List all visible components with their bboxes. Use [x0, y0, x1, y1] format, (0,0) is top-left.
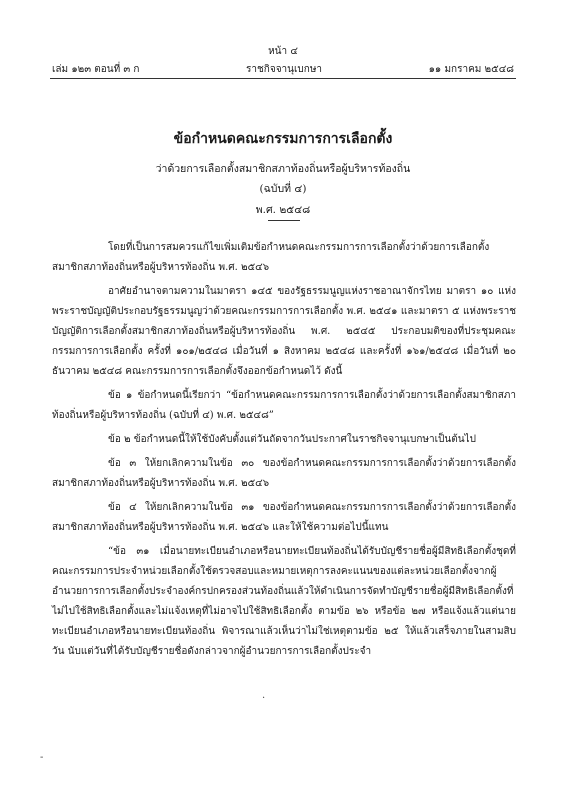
gazette-name: ราชกิจจานุเบกษา — [246, 64, 323, 75]
paragraph-preamble: โดยที่เป็นการสมควรแก้ไขเพิ่มเติมข้อกำหนดคณะกรรมการการเลือกตั้งว่าด้วยการเลือกตั้งสมาชิกสภาท้องถิ่นหรือผู้บริหารท้องถิ่น พ.ศ. ๒๕๔๖ — [52, 242, 490, 273]
scan-speck: . — [262, 690, 266, 701]
header-divider — [50, 78, 516, 79]
scan-speck: - — [40, 752, 44, 763]
volume-issue: เล่ม ๑๒๓ ตอนที่ ๓ ก — [52, 64, 140, 75]
document-body — [52, 238, 516, 666]
clause-3: ข้อ ๓ ให้ยกเลิกความในข้อ ๓๐ ของข้อกำหนดคณะกรรมการการเลือกตั้งว่าด้วยการเลือกตั้งสมาชิกสภาท้องถิ่นหรือผู้บริหารท้องถิ่น พ.ศ. ๒๕๔๖ — [52, 458, 516, 489]
clause-2: ข้อ ๒ ข้อกำหนดนี้ให้ใช้บังคับตั้งแต่วันถัดจากวันประกาศในราชกิจจานุเบกษาเป็นต้นไป — [108, 434, 476, 445]
document-subtitle: ว่าด้วยการเลือกตั้งสมาชิกสภาท้องถิ่นหรือผู้บริหารท้องถิ่น — [155, 163, 411, 175]
publication-date: ๑๑ มกราคม ๒๕๔๘ — [428, 64, 514, 75]
clause-31-text: “ข้อ ๓๑ เมื่อนายทะเบียนอำเภอหรือนายทะเบียนท้องถิ่นได้รับบัญชีรายชื่อผู้มีสิทธิเลือกตั้งชุดที่คณะกรรมการประจำหน่วยเลือกตั้งใช้ตรวจสอบและหมายเหตุการลงคะแนนของแต่ละหน่วยเลือกตั้งจากผู้อำนวยการการเลือกตั้งประจำองค์กรปกครองส่วนท้องถิ่นแล้วให้ดำเนินการจัดทำบัญชีรายชื่อผู้มีสิทธิเลือกตั้งที่ไม่ไปใช้สิทธิเลือกตั้งและไม่แจ้งเหตุที่ไม่อาจไปใช้สิทธิเลือกตั้ง ตามข้อ ๒๖ หรือข้อ ๒๗ หรือแจ้งแล้วแต่นายทะเบียนอำเภอหรือนายทะเบียนท้องถิ่น พิจารณาแล้วเห็นว่าไม่ใช่เหตุตามข้อ ๒๕ ให้แล้วเสร็จภายในสามสิบวัน นับแต่วันที่ได้รับบัญชีรายชื่อดังกล่าวจากผู้อำนวยการการเลือกตั้งประจำ — [52, 546, 516, 657]
page-number: หน้า ๔ — [268, 46, 298, 57]
document-edition: (ฉบับที่ ๔) — [259, 183, 307, 195]
document-year: พ.ศ. ๒๕๔๘ — [255, 204, 311, 216]
title-divider — [268, 220, 300, 221]
clause-1: ข้อ ๑ ข้อกำหนดนี้เรียกว่า “ข้อกำหนดคณะกรรมการการเลือกตั้งว่าด้วยการเลือกตั้งสมาชิกสภาท้องถิ่นหรือผู้บริหารท้องถิ่น (ฉบับที่ ๔) พ.ศ. ๒๕๔๘” — [52, 390, 516, 421]
paragraph-authority: อาศัยอำนาจตามความในมาตรา ๑๔๕ ของรัฐธรรมนูญแห่งราชอาณาจักรไทย มาตรา ๑๐ แห่งพระราชบัญญัติประกอบรัฐธรรมนูญว่าด้วยคณะกรรมการการเลือกตั้ง พ.ศ. ๒๕๔๑ และมาตรา ๕ แห่งพระราชบัญญัติการเลือกตั้งสมาชิกสภาท้องถิ่นหรือผู้บริหารท้องถิ่น พ.ศ. ๒๕๔๕ ประกอบมติของที่ประชุมคณะกรรมการการเลือกตั้ง ครั้งที่ ๑๐๑/๒๕๔๘ เมื่อวันที่ ๑ สิงหาคม ๒๕๔๘ และครั้งที่ ๑๖๑/๒๕๔๘ เมื่อวันที่ ๒๐ ธันวาคม ๒๕๔๘ คณะกรรมการการเลือกตั้งจึงออกข้อกำหนดไว้ ดังนี้ — [52, 286, 516, 377]
running-header — [52, 62, 514, 77]
clause-4: ข้อ ๔ ให้ยกเลิกความในข้อ ๓๑ ของข้อกำหนดคณะกรรมการการเลือกตั้งว่าด้วยการเลือกตั้งสมาชิกสภาท้องถิ่นหรือผู้บริหารท้องถิ่น พ.ศ. ๒๕๔๖ และให้ใช้ความต่อไปนี้แทน — [52, 502, 516, 533]
document-title: ข้อกำหนดคณะกรรมการการเลือกตั้ง — [173, 131, 393, 147]
